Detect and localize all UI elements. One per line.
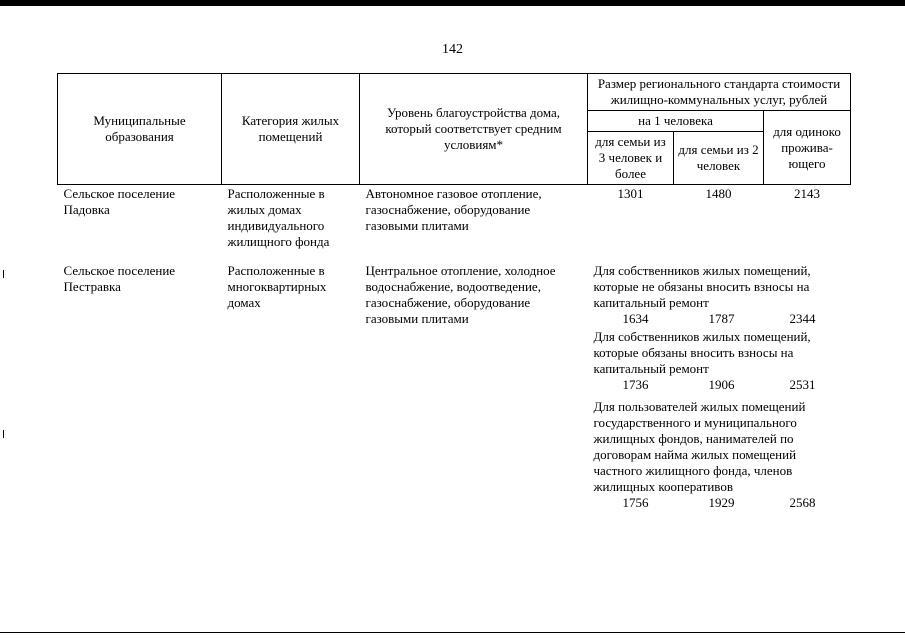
- municipality-cell: Сельское поселение Пестравка: [63, 263, 176, 294]
- header-family2: для семьи из 2 человек: [674, 132, 764, 185]
- category-cell: Расположенные в многоквартирных домах: [227, 263, 327, 310]
- standards-table: [57, 73, 851, 513]
- value-family2: 1929: [708, 495, 735, 510]
- group-note: Для собственников жилых помещений, которые не обязаны вносить взносы на капитальный ремонт: [593, 263, 811, 310]
- bottom-rule: [0, 632, 905, 633]
- page-number: 142: [442, 42, 463, 57]
- value-family3: 1634: [622, 311, 649, 326]
- header-per-person: на 1 человека: [588, 111, 764, 132]
- value-family3: 1736: [622, 377, 649, 392]
- value-family3: 1301: [617, 186, 644, 201]
- value-family2: 1787: [708, 311, 735, 326]
- top-border-bar: [0, 0, 905, 6]
- value-group: [594, 263, 845, 327]
- table-row: [58, 262, 851, 513]
- value-family3: 1756: [622, 495, 649, 510]
- header-single: для одиноко прожива-ющего: [764, 111, 851, 185]
- value-group: [594, 329, 845, 393]
- value-single: 2568: [789, 495, 816, 510]
- value-family2: 1480: [705, 186, 732, 201]
- category-cell: Расположенные в жилых домах индивидуального жилищного фонда: [227, 186, 330, 249]
- value-single: 2531: [789, 377, 816, 392]
- group-note: Для пользователей жилых помещений государственного и муниципального жилищных фондов, нанимателей по договорам найма жилых помещений частного жилищного фонда, членов жилищных кооперативов: [593, 399, 806, 494]
- value-groups-cell: [588, 262, 851, 513]
- table-row: [58, 185, 851, 251]
- header-municipality: Муниципальные образования: [58, 74, 222, 185]
- group-note: Для собственников жилых помещений, которые обязаны вносить взносы на капитальный ремонт: [593, 329, 811, 376]
- header-standard: Размер регионального стандарта стоимости жилищно-коммунальных услуг, рублей: [588, 74, 851, 111]
- value-family2: 1906: [708, 377, 735, 392]
- header-family3: для семьи из 3 человек и более: [588, 132, 674, 185]
- header-category: Категория жилых помещений: [222, 74, 360, 185]
- municipality-cell: Сельское поселение Падовка: [63, 186, 176, 217]
- value-single: 2344: [789, 311, 816, 326]
- header-level: Уровень благоустройства дома, который соответствует средним условиям*: [360, 74, 588, 185]
- value-single: 2143: [794, 186, 820, 201]
- edge-mark: [3, 430, 4, 438]
- value-group: [594, 399, 845, 511]
- level-cell: Центральное отопление, холодное водоснабжение, водоотведение, газоснабжение, оборудование газовыми плитами: [365, 263, 556, 326]
- edge-mark: [3, 270, 4, 278]
- level-cell: Автономное газовое отопление, газоснабжение, оборудование газовыми плитами: [365, 186, 542, 233]
